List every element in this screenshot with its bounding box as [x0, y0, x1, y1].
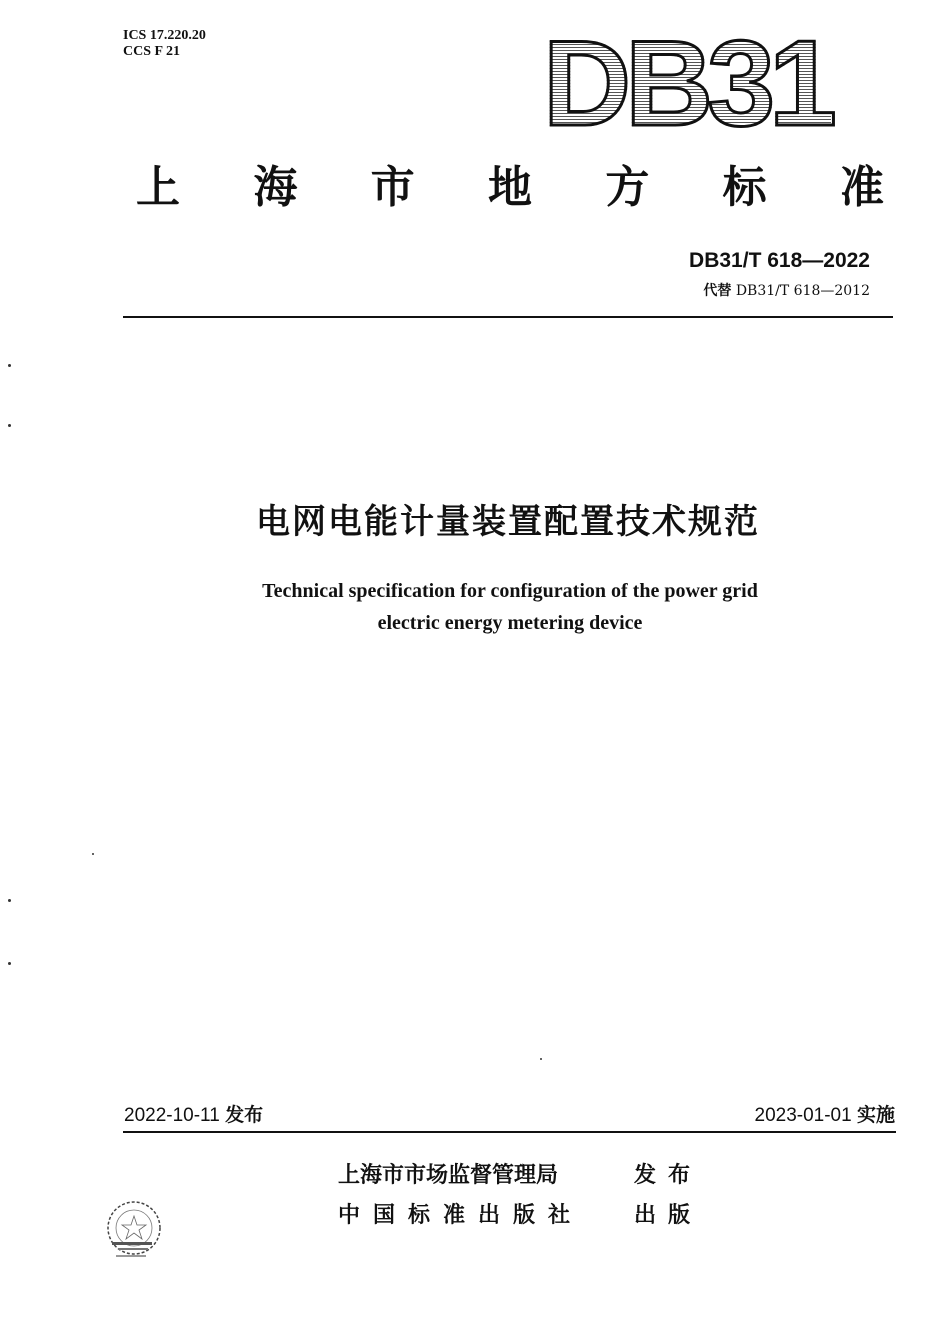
standard-type-char: 上 — [136, 162, 180, 213]
issue-date-label: 发布 — [225, 1104, 264, 1126]
scan-mark — [8, 364, 11, 367]
implement-date-label: 实施 — [856, 1104, 895, 1126]
implement-date-value: 2023-01-01 — [754, 1105, 852, 1126]
standard-type-char: 地 — [487, 162, 532, 213]
scan-mark — [8, 899, 11, 902]
issue-date — [124, 1100, 263, 1127]
footer-divider — [123, 1131, 896, 1133]
standard-type-char: 标 — [722, 162, 767, 213]
document-title-en-line1: Technical specification for configuration of the power grid — [262, 580, 758, 602]
standard-type-char: 准 — [839, 162, 884, 213]
issuing-role: 发布 — [634, 1163, 703, 1188]
header-divider — [123, 316, 893, 318]
replaces-line — [703, 280, 870, 300]
stamp-seal-icon — [98, 1192, 170, 1264]
ics-code: ICS 17.220.20 — [123, 28, 206, 43]
issuing-organization: 上海市市场监督管理局 — [338, 1163, 559, 1188]
scan-mark — [92, 853, 94, 855]
publishing-role: 出版 — [634, 1203, 703, 1228]
implement-date — [755, 1100, 896, 1127]
standard-type-char: 市 — [370, 162, 415, 213]
document-title-cn: 电网电能计量装置配置技术规范 — [256, 502, 760, 542]
replaces-number: DB31/T 618—2012 — [735, 283, 870, 299]
issue-date-value: 2022-10-11 — [124, 1105, 220, 1126]
ccs-code: CCS F 21 — [123, 44, 181, 59]
standard-type-char: 方 — [605, 162, 650, 213]
standard-type-title — [130, 160, 890, 216]
scan-mark — [8, 424, 11, 427]
scan-mark — [8, 962, 11, 965]
document-title-en-line2: electric energy metering device — [377, 612, 643, 634]
scan-mark — [540, 1058, 542, 1060]
publishing-house: 中国标准出版社 — [338, 1203, 584, 1228]
document-title-en — [0, 575, 950, 639]
standard-number: DB31/T 618—2022 — [689, 249, 870, 272]
classification-codes — [123, 28, 206, 60]
db31-logo: DB31 — [543, 15, 831, 151]
replaces-label: 代替 — [703, 283, 732, 299]
standard-type-char: 海 — [253, 162, 298, 213]
